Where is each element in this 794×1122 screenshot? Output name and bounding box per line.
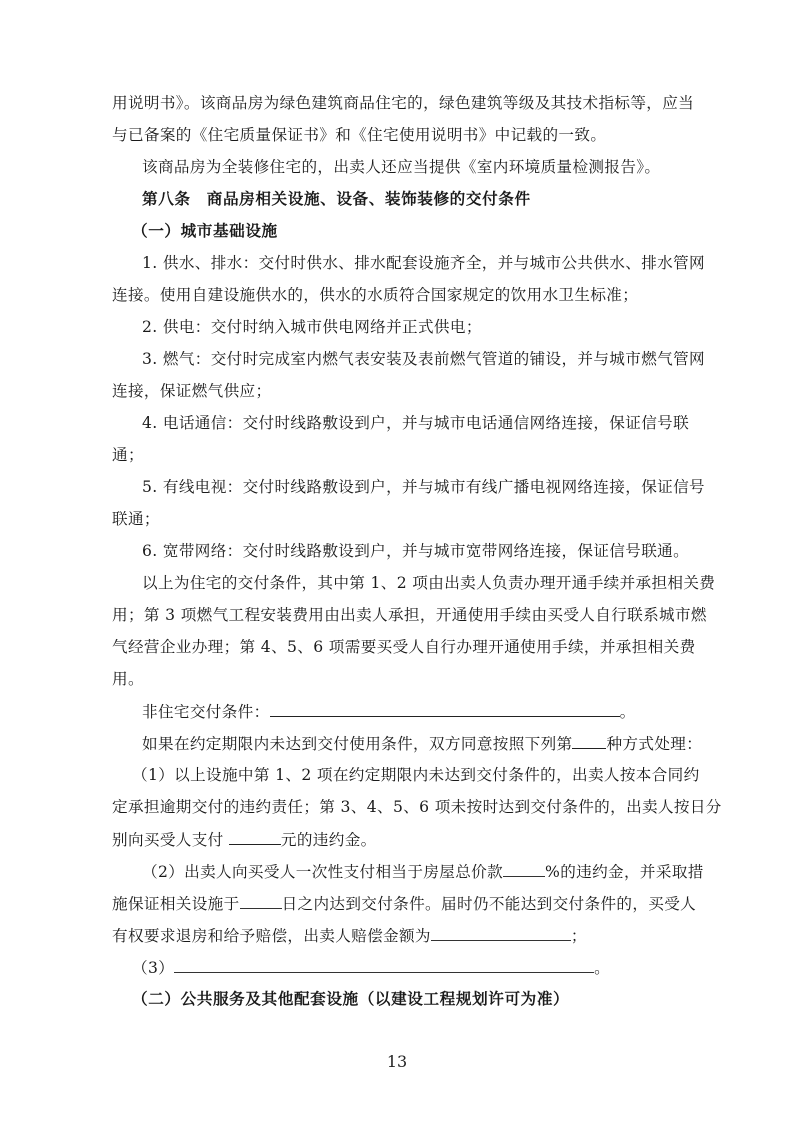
option-3-blank[interactable] bbox=[174, 957, 594, 973]
list-item: 1. 供水、排水：交付时供水、排水配套设施齐全，并与城市公共供水、排水管网 bbox=[142, 254, 705, 272]
list-item: 2. 供电：交付时纳入城市供电网络并正式供电； bbox=[142, 318, 482, 336]
section-title: （二）公共服务及其他配套设施（以建设工程规划许可为准） bbox=[132, 990, 570, 1008]
non-residential-line bbox=[142, 701, 692, 722]
option-2-line bbox=[112, 893, 697, 914]
option-number-blank[interactable] bbox=[572, 733, 606, 749]
option-suffix: 种方式处理： bbox=[606, 735, 703, 753]
paragraph-line: 以上为住宅的交付条件，其中第 1、2 项由出卖人负责办理开通手续并承担相关费 bbox=[142, 574, 716, 592]
option-1-line: 定承担逾期交付的违约责任；第 3、4、5、6 项未按时达到交付条件的，出卖人按日分 bbox=[112, 798, 722, 816]
paragraph-line: 用。 bbox=[112, 670, 144, 688]
penalty-percent-blank[interactable] bbox=[503, 861, 545, 877]
option-2-line bbox=[112, 925, 692, 946]
option-2-line2-prefix: 施保证相关设施于 bbox=[112, 895, 240, 913]
option-2-prefix: （2）出卖人向买受人一次性支付相当于房屋总价款 bbox=[142, 863, 504, 881]
option-1-prefix: 别向买受人支付 bbox=[112, 831, 229, 849]
page-number: 13 bbox=[386, 1052, 408, 1071]
option-1-suffix: 元的违约金。 bbox=[280, 831, 377, 849]
option-2-suffix: %的违约金，并采取措 bbox=[545, 863, 704, 881]
option-1-last-line bbox=[112, 829, 692, 850]
option-2-line3-prefix: 有权要求退房和给予赔偿，出卖人赔偿金额为 bbox=[112, 927, 431, 945]
days-blank[interactable] bbox=[240, 893, 282, 909]
non-residential-label: 非住宅交付条件： bbox=[142, 703, 270, 721]
option-prefix: 如果在约定期限内未达到交付使用条件，双方同意按照下列第 bbox=[142, 735, 573, 753]
paragraph-line: 该商品房为全装修住宅的，出卖人还应当提供《室内环境质量检测报告》。 bbox=[142, 158, 661, 176]
option-2-line2-suffix: 日之内达到交付条件。届时仍不能达到交付条件的，买受人 bbox=[281, 895, 697, 913]
article-title: 第八条 商品房相关设施、设备、装饰装修的交付条件 bbox=[142, 190, 531, 208]
section-title: （一）城市基础设施 bbox=[132, 222, 278, 240]
paragraph-line: 与已备案的《住宅质量保证书》和《住宅使用说明书》中记载的一致。 bbox=[112, 126, 607, 144]
option-3-line bbox=[132, 957, 712, 978]
list-item: 3. 燃气：交付时完成室内燃气表安装及表前燃气管道的铺设，并与城市燃气管网 bbox=[142, 350, 705, 368]
option-3-prefix: （3） bbox=[132, 959, 175, 977]
paragraph-line: 用说明书》。该商品房为绿色建筑商品住宅的，绿色建筑等级及其技术指标等，应当 bbox=[112, 94, 695, 112]
list-item: 6. 宽带网络：交付时线路敷设到户，并与城市宽带网络连接，保证信号联通。 bbox=[142, 542, 690, 560]
list-item: 连接。使用自建设施供水的，供水的水质符合国家规定的饮用水卫生标准； bbox=[112, 286, 639, 304]
option-choice-line bbox=[142, 733, 703, 754]
option-1-line: （1）以上设施中第 1、2 项在约定期限内未达到交付条件的，出卖人按本合同约 bbox=[132, 766, 700, 784]
list-item: 4. 电话通信：交付时线路敷设到户，并与城市电话通信网络连接，保证信号联 bbox=[142, 414, 690, 432]
paragraph-line: 气经营企业办理；第 4、5、6 项需要买受人自行办理开通使用手续，并承担相关费 bbox=[112, 638, 696, 656]
paragraph-line: 用；第 3 项燃气工程安装费用由出卖人承担，开通使用手续由买受人自行联系城市燃 bbox=[112, 606, 707, 624]
period: 。 bbox=[619, 703, 636, 721]
list-item: 联通； bbox=[112, 510, 160, 528]
non-residential-blank[interactable] bbox=[270, 701, 620, 717]
list-item: 通； bbox=[112, 446, 144, 464]
compensation-blank[interactable] bbox=[431, 925, 571, 941]
option-3-suffix: 。 bbox=[594, 959, 611, 977]
option-2-line bbox=[142, 861, 704, 882]
list-item: 连接，保证燃气供应； bbox=[112, 382, 272, 400]
list-item: 5. 有线电视：交付时线路敷设到户，并与城市有线广播电视网络连接，保证信号 bbox=[142, 478, 705, 496]
penalty-amount-blank[interactable] bbox=[229, 829, 281, 845]
option-2-line3-suffix: ； bbox=[570, 927, 587, 945]
